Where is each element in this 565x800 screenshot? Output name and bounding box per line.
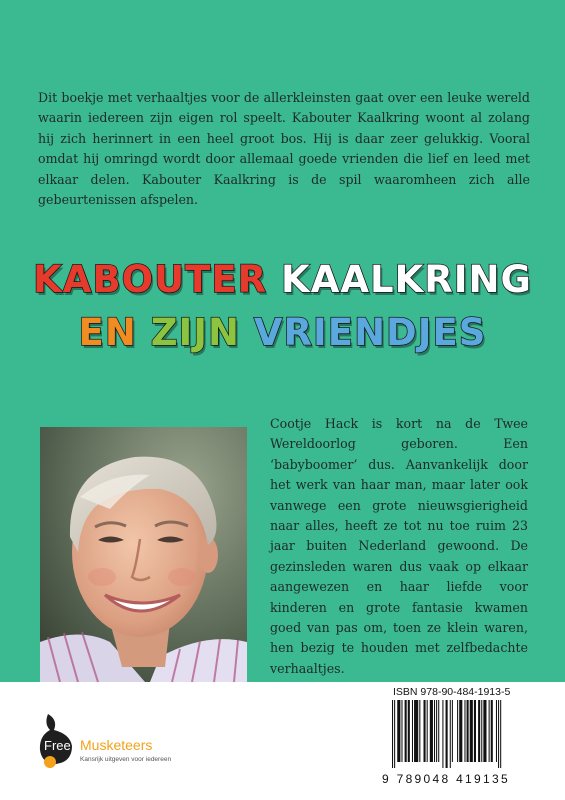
barcode-bar <box>430 700 433 762</box>
book-title-line-2 <box>0 311 565 354</box>
barcode-bar <box>478 700 480 762</box>
barcode-bar <box>442 700 443 768</box>
barcode-bar <box>427 700 428 762</box>
book-blurb: Dit boekje met verhaaltjes voor de allerkleinsten gaat over een leuke wereld waarin iedereen zijn eigen rol speelt. Kabouter Kaalkring woont al zolang hij zich herinnert in een heel groot bos. Hij is daar zeer gelukkig. Vooral omdat hij omringd wordt door allemaal goede vrienden die lief en leed met elkaar delen. Kabouter Kaalkring is de spil waaromheen zich alle gebeurtenissen afspelen. <box>38 90 530 208</box>
barcode-bar <box>450 700 451 768</box>
barcode-bar <box>489 700 490 762</box>
barcode-bar <box>474 700 476 762</box>
barcode-bar <box>457 700 458 762</box>
barcode-bar <box>452 700 453 762</box>
barcode-bar <box>424 700 426 762</box>
title-word-vriendjes: VRIENDJES <box>253 311 487 354</box>
barcode-bar <box>412 700 413 762</box>
isbn-digits: 9 789048 419135 <box>382 772 510 786</box>
barcode-bar <box>394 700 395 768</box>
barcode-bar <box>419 700 420 762</box>
author-photo <box>40 427 247 682</box>
barcode-bar <box>414 700 418 762</box>
barcode-bar <box>498 700 499 768</box>
barcode-bar <box>500 700 501 768</box>
title-word-zijn: ZIJN <box>150 311 241 354</box>
barcode-bar <box>434 700 435 762</box>
barcode-bar <box>438 700 439 762</box>
title-word-kaalkring: KAALKRING <box>281 258 532 301</box>
barcode-bar <box>467 700 469 762</box>
barcode-bar <box>401 700 402 762</box>
barcode-bar <box>483 700 486 762</box>
barcode-bar <box>405 700 407 762</box>
barcode-bar <box>408 700 410 762</box>
barcode-bar <box>470 700 473 762</box>
book-title-line-1 <box>0 258 565 301</box>
publisher-tagline: Kansrijk uitgeven voor iedereen <box>80 756 172 763</box>
barcode-bar <box>496 700 497 762</box>
barcode-bar <box>397 700 400 762</box>
barcode-bar <box>446 700 448 768</box>
barcode-bar <box>436 700 437 762</box>
barcode-bar <box>459 700 462 762</box>
title-word-en: EN <box>78 311 137 354</box>
author-bio: Cootje Hack is kort na de Twee Wereldoorlog geboren. Een ‘babyboomer’ dus. Aanvankelijk door het werk van haar man, maar later ook vanwege een grote nieuwsgierigheid naar alles, heeft ze tot nu toe ruim 23 jaar buiten Nederland gewoond. De gezinsleden waren dus vaak op elkaar aangewezen en haar liefde voor kinderen en grote fantasie kwamen goed van pas om, toen ze klein waren, hen bezig te houden met zelfbedachte verhaaltjes. <box>270 416 528 676</box>
publisher-logo <box>36 712 236 782</box>
isbn-label: ISBN 978-90-484-1913-5 <box>393 686 511 698</box>
isbn-barcode <box>390 700 535 768</box>
barcode-bar <box>464 700 465 762</box>
publisher-name-musketeers: Musketeers <box>80 737 153 753</box>
barcode-bar <box>481 700 482 762</box>
barcode-bar <box>392 700 393 768</box>
title-word-kabouter: KABOUTER <box>33 258 268 301</box>
publisher-name-free: Free <box>44 738 71 753</box>
barcode-bar <box>491 700 493 762</box>
